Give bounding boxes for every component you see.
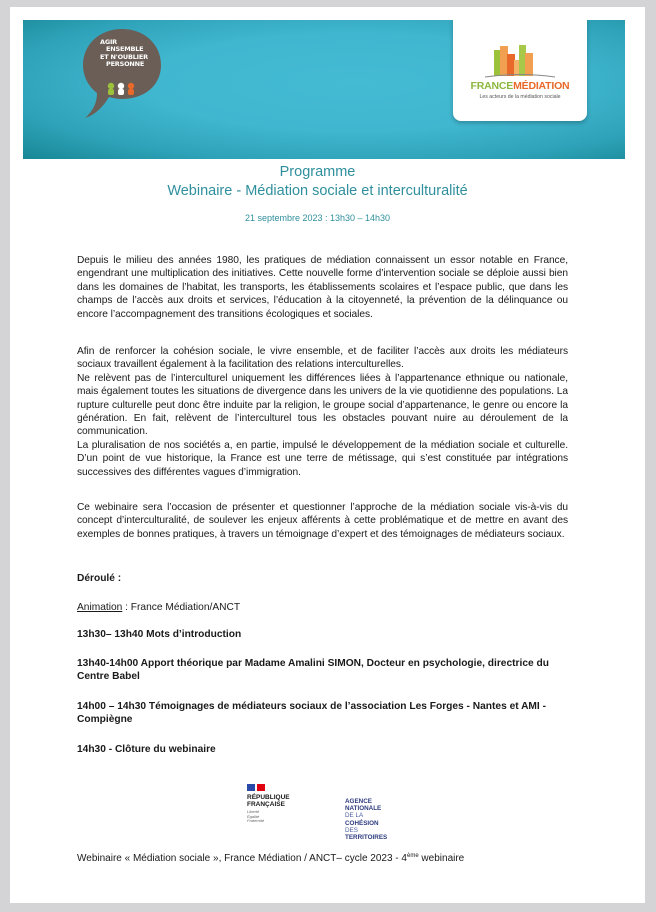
flag-icon bbox=[247, 784, 307, 791]
rf-name-line: FRANÇAISE bbox=[247, 801, 285, 809]
footer-text: Webinaire « Médiation sociale », France Médiation / ANCT– cycle 2023 - 4 bbox=[77, 853, 407, 864]
org-name bbox=[453, 80, 587, 92]
anct-logo bbox=[345, 798, 387, 841]
anct-line bbox=[345, 812, 387, 826]
page-footer bbox=[77, 853, 464, 864]
footer-suffix: webinaire bbox=[418, 853, 465, 864]
animation-value: : France Médiation/ANCT bbox=[122, 602, 241, 613]
motto-line: Fraternité bbox=[247, 818, 265, 824]
slogan-line: PERSONNE bbox=[106, 60, 145, 69]
buildings-icon bbox=[483, 44, 557, 80]
anct-light: DE LA bbox=[345, 812, 363, 820]
document-subtitle: Webinaire - Médiation sociale et interculturalité bbox=[167, 183, 468, 199]
context-paragraph: La pluralisation de nos sociétés a, en partie, impulsé le développement de la médiation sociale et culturelle. D’un point de vue historique, la France est une terre de métissage, qui s’est constituée par intégrations successives des différentes vagues d’immigration. bbox=[77, 439, 568, 478]
document-title: Programme bbox=[279, 164, 356, 180]
org-tagline: Les acteurs de la médiation sociale bbox=[479, 94, 561, 100]
context-paragraph: Ne relèvent pas de l’interculturel uniquement les différences liées à l’appartenance ethnique ou nationale, mais également toutes les situations de divergence dans les univers de la vie quotidienne des populations. La rupture culturelle peut donc être induite par la religion, le groupe social d’appartenance, le genre ou encore la génération. En fait, relèvent de l’interculturel tous les obstacles pouvant nuire au déroulement de la communication. bbox=[77, 372, 568, 438]
anct-line: NATIONALE bbox=[345, 805, 382, 813]
org-name-part1: FRANCE bbox=[470, 80, 514, 92]
anct-bold: TERRITOIRES bbox=[345, 834, 388, 842]
slogan-text bbox=[100, 39, 148, 69]
republique-francaise-logo bbox=[247, 784, 307, 824]
agenda-item: 14h30 - Clôture du webinaire bbox=[77, 744, 216, 755]
intro-paragraph: Depuis le milieu des années 1980, les pratiques de médiation connaissent un essor notable en France, engendrant une multiplication des initiatives. Cette nouvelle forme d’intervention sociale se déploie aussi bien dans les domaines de l’habitat, les transports, les établissements scolaires et l’espace public, que dans les champs de l’accès aux droits et services, l’éducation à la citoyenneté, la prévention de la délinquance ou encore l’accompagnement des transitions écologiques et sociales. bbox=[77, 255, 568, 320]
slogan-line: ENSEMBLE bbox=[106, 45, 144, 54]
animation-label: Animation bbox=[77, 602, 123, 613]
anct-bold: COHÉSION bbox=[345, 819, 379, 827]
france-mediation-logo bbox=[453, 20, 587, 121]
agenda-heading: Déroulé : bbox=[77, 573, 122, 584]
animation-line bbox=[77, 601, 568, 614]
context-paragraph: Afin de renforcer la cohésion sociale, le vivre ensemble, et de faciliter l’accès aux droits les médiateurs sociaux travaillent également à la facilitation des relations interculturelles. bbox=[77, 346, 568, 371]
agenda-item: 13h30– 13h40 Mots d’introduction bbox=[77, 629, 242, 640]
objective-paragraph: Ce webinaire sera l’occasion de présenter et questionner l’approche de la médiation sociale vis-à-vis du concept d’interculturalité, de soulever les enjeux afférents à cette problématique et de mettre en avant des exemples de bonnes pratiques, à travers un témoignage d’expert et des témoignages de médiateurs sociaux. bbox=[77, 502, 568, 540]
anct-light: DES bbox=[345, 826, 358, 834]
org-name-part2: MÉDIATION bbox=[513, 80, 570, 92]
motto-line: Égalité bbox=[247, 813, 260, 819]
anct-line: AGENCE bbox=[345, 798, 372, 805]
event-date: 21 septembre 2023 : 13h30 – 14h30 bbox=[244, 213, 391, 223]
slogan-line: AGIR bbox=[100, 38, 117, 46]
rf-motto bbox=[247, 810, 307, 824]
anct-line bbox=[345, 827, 387, 841]
context-paragraphs bbox=[77, 345, 568, 479]
footer-superscript: ème bbox=[406, 853, 419, 859]
people-icon bbox=[107, 82, 137, 96]
agenda-item: 13h40-14h00 Apport théorique par Madame Amalini SIMON, Docteur en psychologie, directrice du Centre Babel bbox=[77, 658, 549, 683]
agenda-item: 14h00 – 14h30 Témoignages de médiateurs sociaux de l’association Les Forges - Nantes et AMI - Compiègne bbox=[77, 701, 546, 726]
slogan-line: ET N'OUBLIER bbox=[100, 52, 148, 61]
header-banner bbox=[23, 20, 625, 159]
motto-line: Liberté bbox=[247, 809, 260, 815]
rf-name-line: RÉPUBLIQUE bbox=[247, 794, 290, 801]
